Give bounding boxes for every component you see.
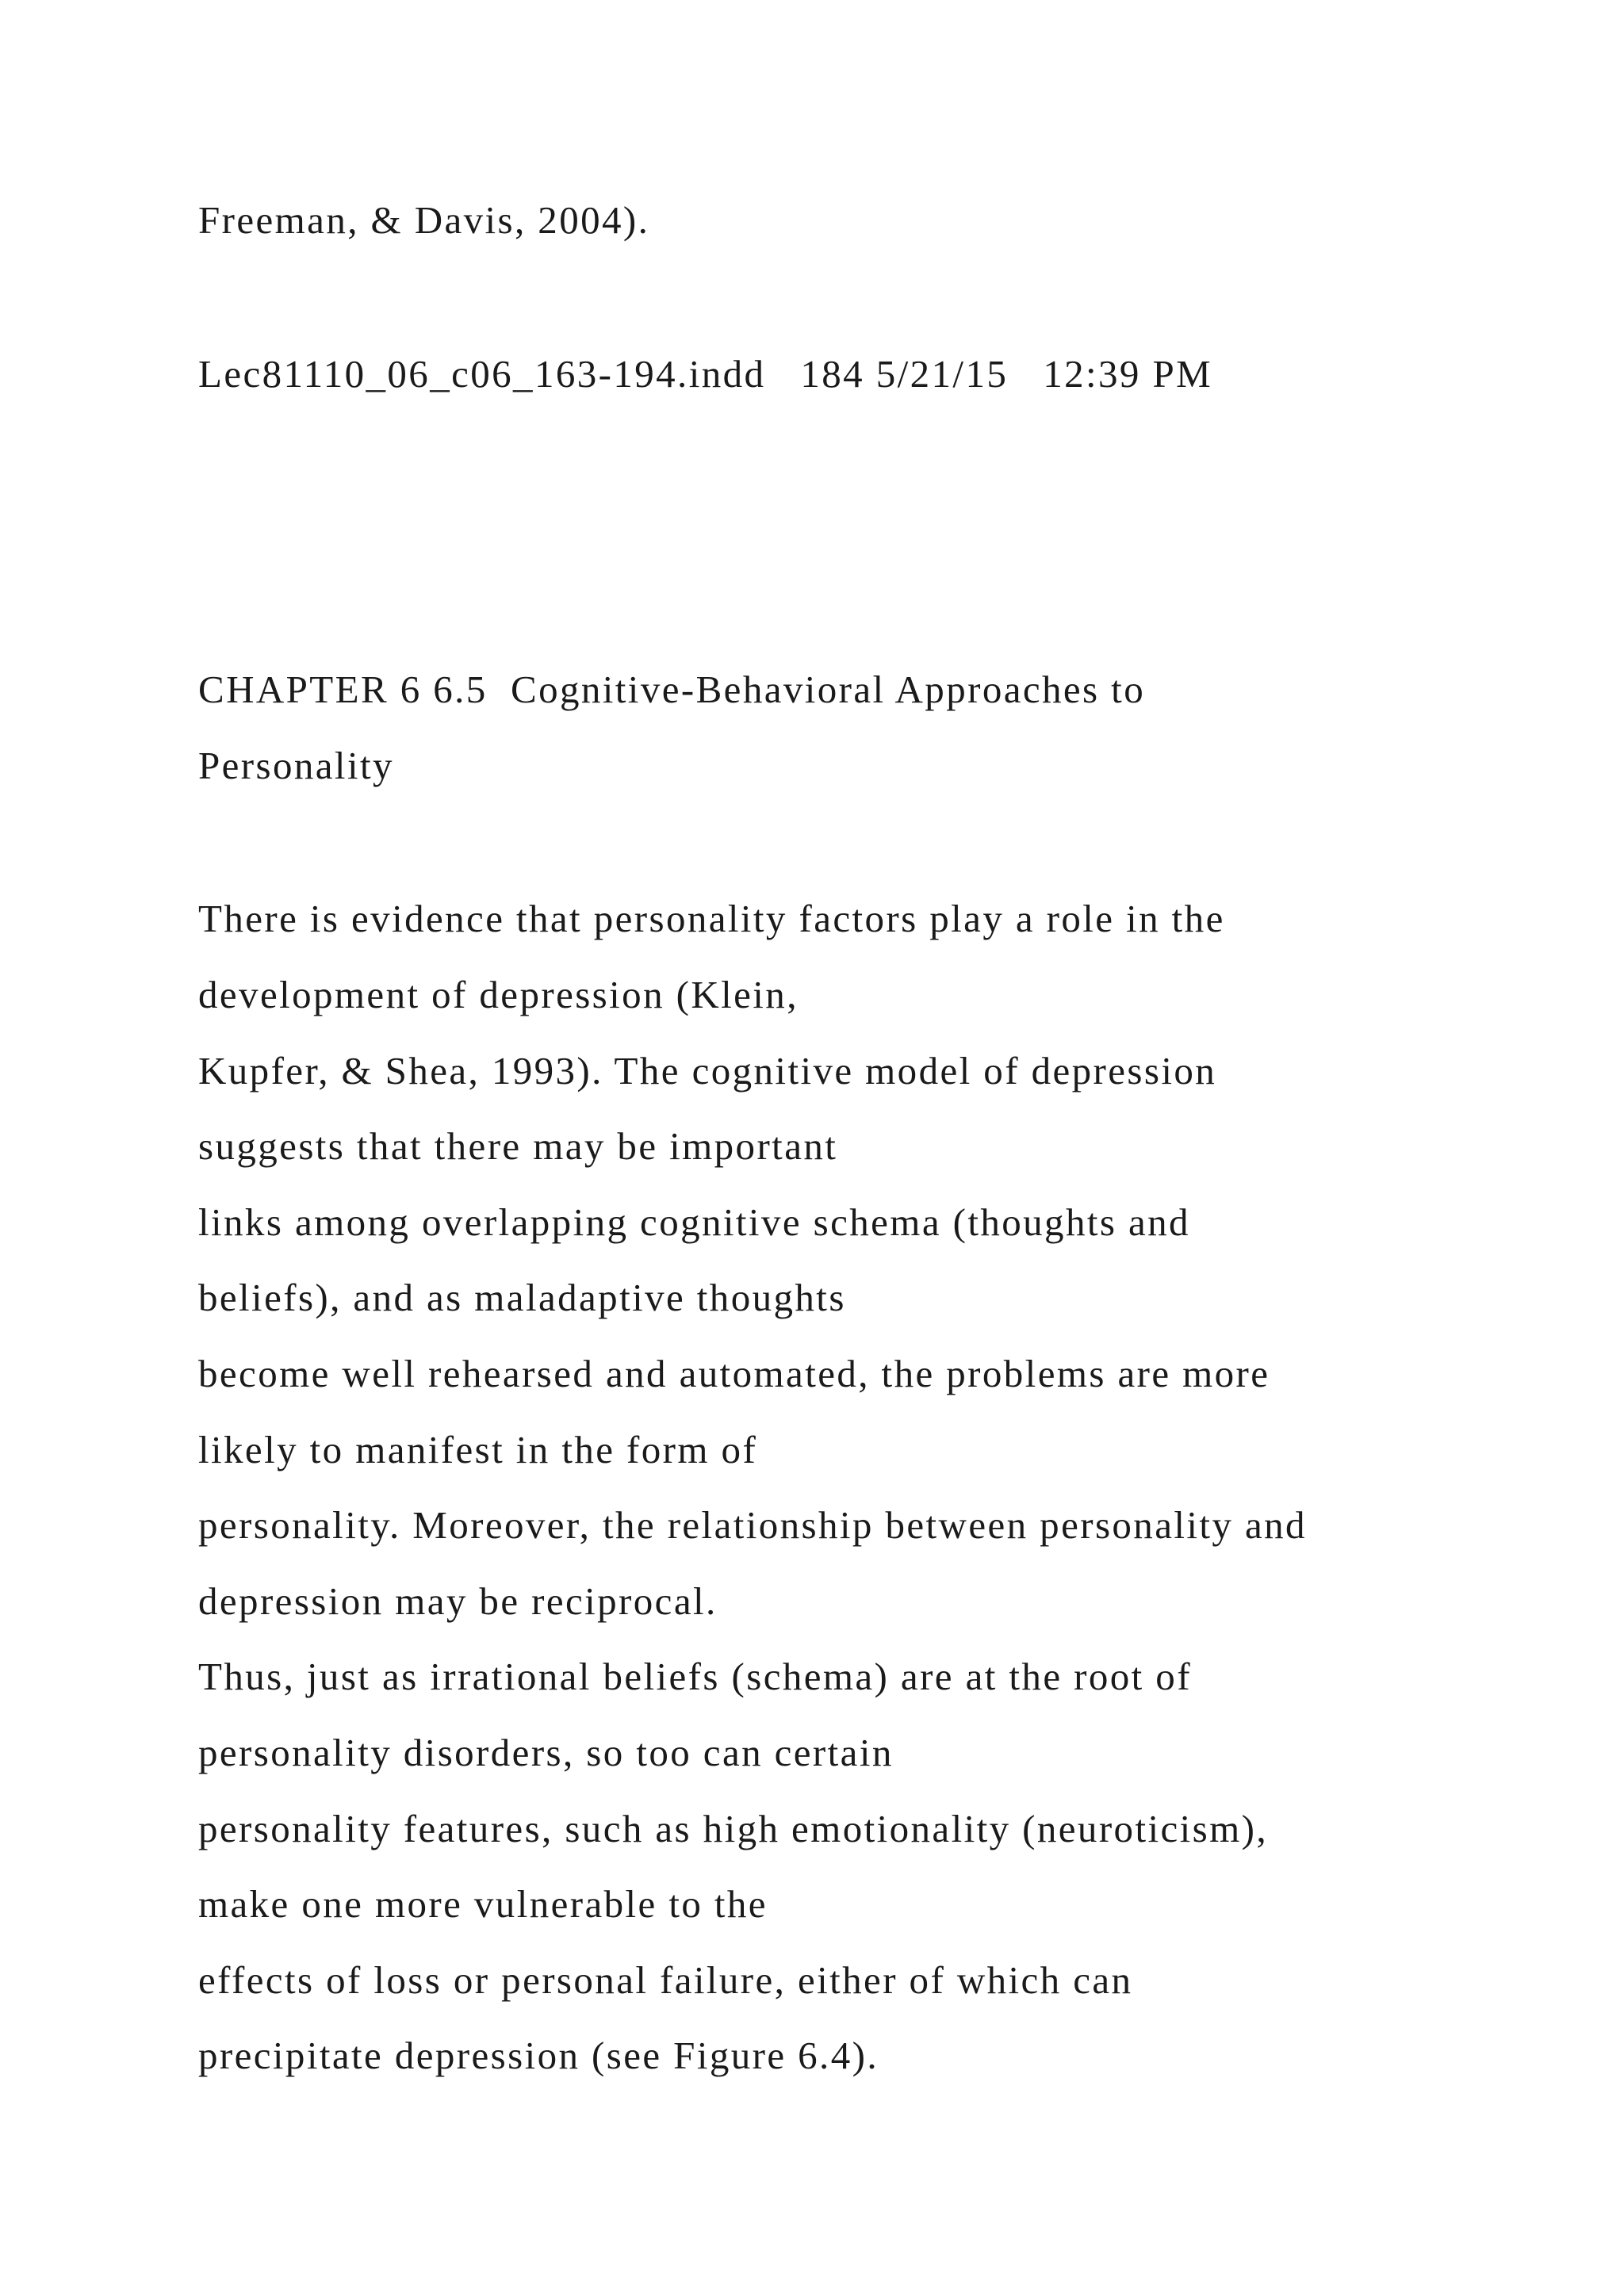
body-line: development of depression (Klein,: [198, 973, 799, 1016]
body-line: precipitate depression (see Figure 6.4).: [198, 2034, 879, 2077]
body-line: There is evidence that personality factors play a role in the: [198, 897, 1225, 940]
body-line: effects of loss or personal failure, either of which can: [198, 1958, 1133, 2002]
body-line: personality. Moreover, the relationship between personality and: [198, 1503, 1307, 1547]
body-line: Kupfer, & Shea, 1993). The cognitive model of depression: [198, 1049, 1217, 1093]
body-line: personality disorders, so too can certain: [198, 1731, 894, 1774]
body-line: personality features, such as high emotionality (neuroticism),: [198, 1807, 1268, 1850]
body-line: depression may be reciprocal.: [198, 1579, 718, 1623]
fragment-line: Freeman, & Davis, 2004).: [198, 198, 650, 242]
body-line: beliefs), and as maladaptive thoughts: [198, 1276, 846, 1319]
chapter-heading-line-2: Personality: [198, 744, 394, 787]
body-line: suggests that there may be important: [198, 1124, 838, 1168]
body-line: links among overlapping cognitive schema (thoughts and: [198, 1200, 1190, 1244]
chapter-heading-line-1: CHAPTER 6 6.5 Cognitive-Behavioral Approaches to: [198, 668, 1146, 711]
body-line: Thus, just as irrational beliefs (schema) are at the root of: [198, 1655, 1192, 1698]
indd-slug-line: Lec81110_06_c06_163-194.indd 184 5/21/15 12:39 PM: [198, 352, 1213, 396]
body-line: make one more vulnerable to the: [198, 1882, 768, 1926]
body-line: likely to manifest in the form of: [198, 1428, 758, 1471]
body-line: become well rehearsed and automated, the problems are more: [198, 1352, 1270, 1395]
